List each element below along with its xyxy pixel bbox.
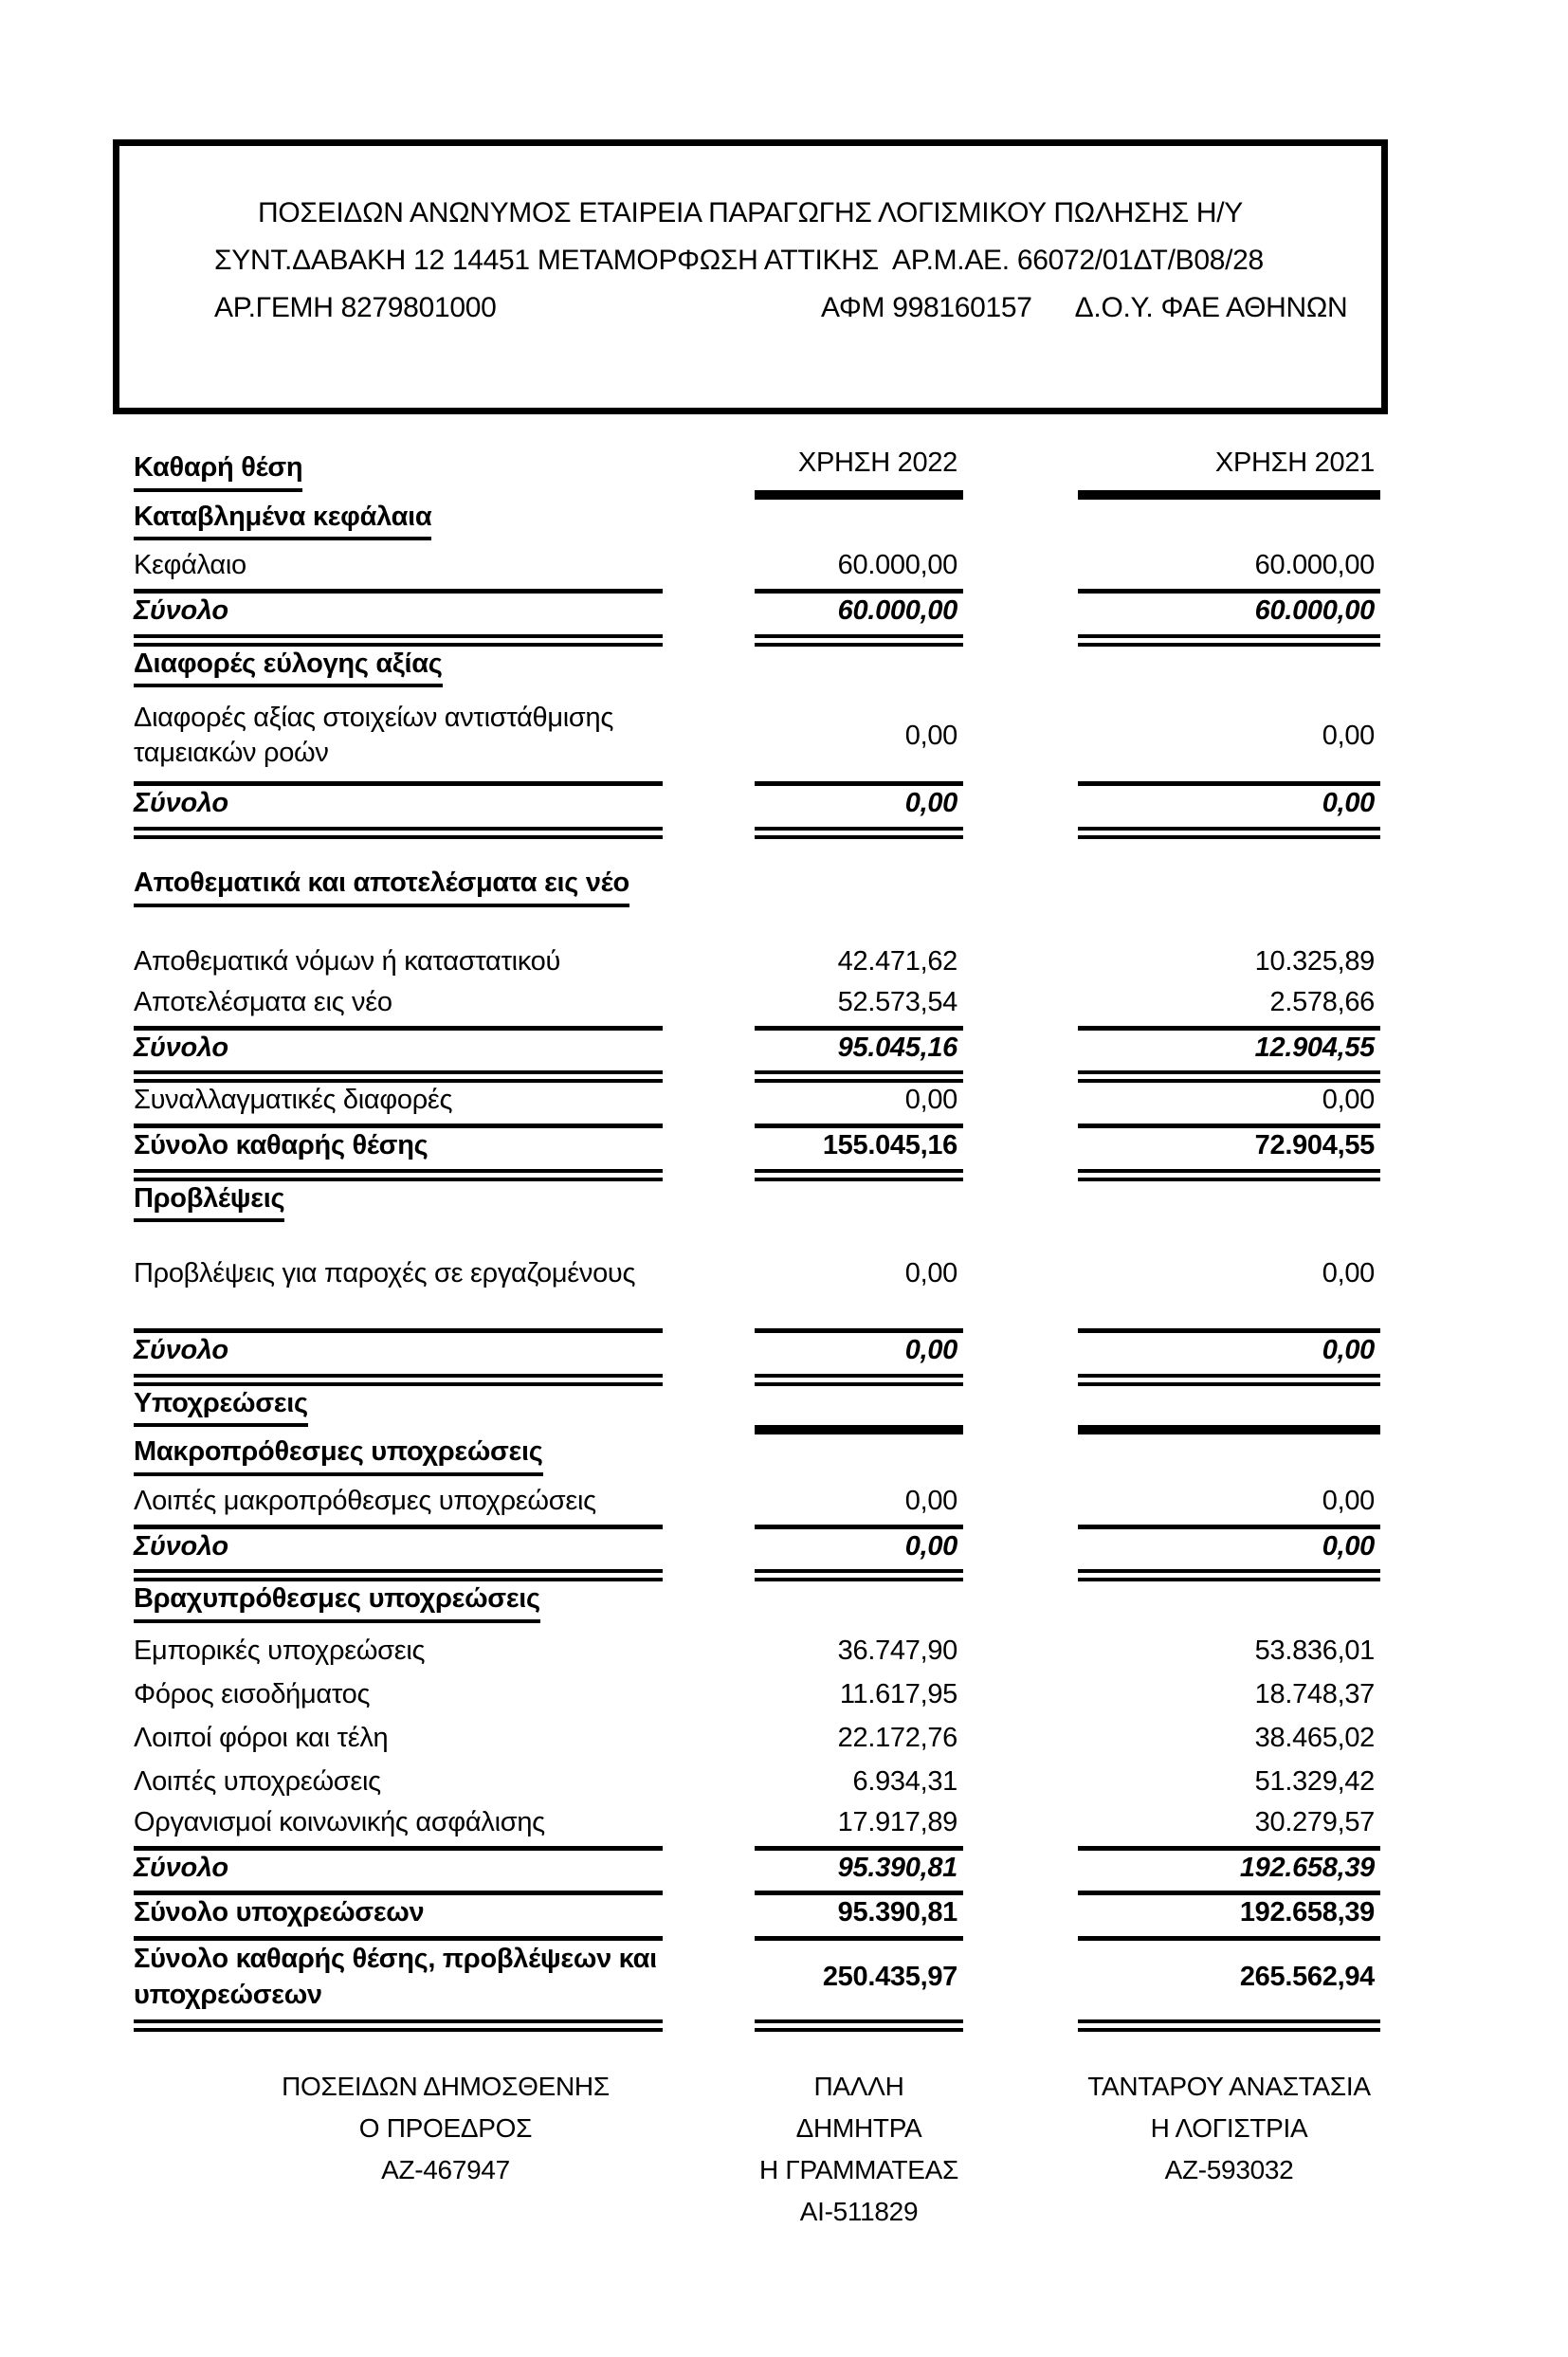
value-2021 [1078, 1083, 1380, 1128]
row-label-text: Διαφορές αξίας στοιχείων αντιστάθμισης ταμειακών ροών [134, 702, 614, 769]
column-gap [663, 1256, 755, 1333]
value-2022 [755, 1631, 963, 1674]
column-gap [663, 1581, 755, 1631]
row-label [134, 1718, 663, 1762]
value-2022 [755, 1805, 963, 1851]
value-2021-text: 0,00 [1322, 1530, 1375, 1562]
column-gap [963, 1718, 1078, 1762]
row-label-text: Εμπορικές υποχρεώσεις [134, 1635, 426, 1667]
column-gap [663, 1762, 755, 1805]
column-gap [663, 647, 755, 696]
value-2021 [1078, 1181, 1380, 1231]
value-2022 [755, 1529, 963, 1582]
value-2022-text: 42.471,62 [837, 946, 957, 978]
signature-line: Η ΓΡΑΜΜΑΤΕΑΣ [758, 2155, 959, 2185]
value-2022-text: 95.390,81 [837, 1852, 957, 1883]
column-gap [963, 1333, 1078, 1386]
value-2022 [755, 1333, 963, 1386]
value-2021 [1078, 941, 1380, 985]
column-gap [663, 1674, 755, 1718]
column-gap [963, 941, 1078, 985]
column-gap [963, 1256, 1078, 1333]
value-2021-text: 60.000,00 [1254, 595, 1375, 627]
value-2021 [1078, 1484, 1380, 1529]
row-section [134, 1581, 1380, 1631]
row-label-text: Υποχρεώσεις [134, 1386, 308, 1428]
value-2022 [755, 1031, 963, 1084]
column-gap [663, 985, 755, 1031]
value-2022 [755, 1895, 963, 1941]
value-2022 [755, 1181, 963, 1231]
column-gap [663, 1631, 755, 1674]
row-grand [134, 1941, 1380, 2032]
value-2022-text: 0,00 [904, 1334, 957, 1365]
value-2022-text: 60.000,00 [837, 595, 957, 627]
company-tax-info [821, 284, 1381, 332]
value-2022-text: 0,00 [904, 1486, 957, 1516]
row-label [134, 941, 663, 985]
row-label [134, 647, 663, 696]
value-2022-text: 250.435,97 [822, 1962, 957, 1993]
value-2021 [1078, 1674, 1380, 1718]
row-label [134, 1674, 663, 1718]
column-gap [663, 1386, 755, 1435]
column-gap [963, 1031, 1078, 1084]
value-2021-text: 0,00 [1322, 1486, 1375, 1516]
value-2021 [1078, 985, 1380, 1031]
row-label [134, 446, 663, 500]
value-2022-text: 95.045,16 [837, 1032, 957, 1063]
column-gap [663, 695, 755, 786]
value-2021-text: ΧΡΗΣΗ 2021 [1214, 448, 1375, 478]
value-2022-text: 36.747,90 [837, 1635, 957, 1667]
row-label-text: Σύνολο [134, 1852, 228, 1883]
value-2022 [755, 1941, 963, 2032]
value-2021-text: 30.279,57 [1254, 1807, 1375, 1838]
value-2021 [1078, 1762, 1380, 1805]
column-gap [963, 647, 1078, 696]
column-gap [963, 1895, 1078, 1941]
row-data [134, 548, 1380, 594]
row-label [134, 1181, 663, 1231]
signature-president [134, 2060, 663, 2233]
value-2021 [1078, 446, 1380, 500]
signatures-section [134, 2060, 1568, 2233]
row-label-text: Λοιπές μακροπρόθεσμες υποχρεώσεις [134, 1486, 596, 1516]
value-2021 [1078, 866, 1380, 915]
column-gap [963, 548, 1078, 594]
row-label [134, 1256, 663, 1333]
value-2021 [1078, 786, 1380, 839]
signature-line: ΤΑΝΤΑΡΟΥ ΑΝΑΣΤΑΣΙΑ [1087, 2072, 1371, 2102]
row-section [134, 647, 1380, 696]
row-label [134, 786, 663, 839]
column-gap [963, 786, 1078, 839]
row-data [134, 985, 1380, 1031]
row-label [134, 1386, 663, 1435]
value-2021-text: 12.904,55 [1254, 1032, 1375, 1063]
row-label-text: Αποθεματικά νόμων ή καταστατικού [134, 946, 561, 978]
column-gap [963, 1128, 1078, 1181]
row-data [134, 1805, 1380, 1851]
value-2022 [755, 1674, 963, 1718]
row-label-text: Μακροπρόθεσμες υποχρεώσεις [134, 1434, 543, 1476]
row-colheader [134, 446, 1380, 500]
row-label [134, 1805, 663, 1851]
column-gap [663, 1128, 755, 1181]
row-label-text: Συναλλαγματικές διαφορές [134, 1085, 453, 1116]
value-2021 [1078, 1031, 1380, 1084]
value-2021 [1078, 1333, 1380, 1386]
value-2021 [1078, 1128, 1380, 1181]
value-2022-text: 155.045,16 [822, 1129, 957, 1160]
value-2022 [755, 786, 963, 839]
row-label [134, 1484, 663, 1529]
value-2022 [755, 1256, 963, 1333]
row-total [134, 1851, 1380, 1896]
value-2021-text: 0,00 [1322, 720, 1375, 751]
value-2021 [1078, 1386, 1380, 1435]
value-2022-text: 52.573,54 [837, 986, 957, 1017]
row-label [134, 1031, 663, 1084]
value-2021 [1078, 1941, 1380, 2032]
column-gap [963, 1529, 1078, 1582]
row-label-text: Λοιπές υποχρεώσεις [134, 1766, 381, 1798]
column-gap [963, 446, 1078, 500]
company-name: ΠΟΣΕΙΔΩΝ ΑΝΩΝΥΜΟΣ ΕΤΑΙΡΕΙΑ ΠΑΡΑΓΩΓΗΣ ΛΟΓΙΣΜΙΚΟΥ ΠΩΛΗΣΗΣ Η/Υ [258, 197, 1243, 228]
value-2021-text: 10.325,89 [1254, 946, 1375, 978]
row-label-text: Φόρος εισοδήματος [134, 1679, 371, 1710]
row-label [134, 1631, 663, 1674]
row-data [134, 1484, 1380, 1529]
column-gap [663, 594, 755, 647]
value-2021 [1078, 1851, 1380, 1896]
row-section [134, 866, 1380, 915]
row-label [134, 695, 663, 786]
company-doy: Δ.Ο.Υ. ΦΑΕ ΑΘΗΝΩΝ [1074, 292, 1348, 323]
row-label-text: Σύνολο [134, 1334, 228, 1365]
value-2022-text: 60.000,00 [837, 550, 957, 581]
row-grand [134, 1895, 1380, 1941]
row-label-text: Καθαρή θέση [134, 450, 302, 492]
row-label-text: Σύνολο [134, 1032, 228, 1063]
row-label [134, 1851, 663, 1896]
company-header-box [113, 139, 1388, 414]
value-2021-text: 192.658,39 [1239, 1852, 1375, 1883]
row-total [134, 786, 1380, 839]
value-2021 [1078, 1581, 1380, 1631]
value-2021-text: 265.562,94 [1239, 1962, 1375, 1993]
value-2022-text: 11.617,95 [839, 1679, 957, 1710]
company-afm: ΑΦΜ 998160157 [821, 292, 1032, 323]
balance-sheet-page [0, 139, 1568, 2357]
value-2022-text: 0,00 [904, 1530, 957, 1562]
value-2022-text: 0,00 [904, 1085, 957, 1116]
value-2022 [755, 866, 963, 915]
row-data [134, 1762, 1380, 1805]
value-2022 [755, 446, 963, 500]
column-gap [963, 500, 1078, 549]
value-2021 [1078, 695, 1380, 786]
row-data [134, 695, 1380, 786]
column-gap [963, 1386, 1078, 1435]
column-gap [663, 1895, 755, 1941]
value-2022-text: ΧΡΗΣΗ 2022 [797, 448, 957, 478]
row-data [134, 1718, 1380, 1762]
row-total [134, 1529, 1380, 1582]
column-gap [663, 1805, 755, 1851]
value-2021-text: 0,00 [1322, 1334, 1375, 1365]
value-2022 [755, 500, 963, 549]
column-gap [963, 695, 1078, 786]
row-label [134, 1581, 663, 1631]
value-2021 [1078, 594, 1380, 647]
value-2021-text: 51.329,42 [1254, 1766, 1375, 1798]
row-total [134, 1333, 1380, 1386]
row-label-text: Σύνολο καθαρής θέσης, προβλέψεων και υποχρεώσεων [134, 1944, 657, 2011]
row-label-text: Σύνολο [134, 788, 228, 819]
value-2022 [755, 695, 963, 786]
value-2021 [1078, 1805, 1380, 1851]
column-gap [963, 1581, 1078, 1631]
value-2022 [755, 548, 963, 594]
row-label [134, 1895, 663, 1941]
signature-line: ΑΙ-511829 [799, 2197, 919, 2227]
row-data [134, 1083, 1380, 1128]
column-gap [963, 1674, 1078, 1718]
value-2022-text: 22.172,76 [837, 1723, 957, 1754]
value-2022 [755, 1851, 963, 1896]
row-label-text: Αποτελέσματα εις νέο [134, 986, 392, 1017]
column-gap [663, 1718, 755, 1762]
row-label [134, 1333, 663, 1386]
row-data [134, 941, 1380, 985]
row-label-text: Καταβλημένα κεφάλαια [134, 500, 431, 541]
column-gap [663, 500, 755, 549]
row-label-text: Λοιποί φόροι και τέλη [134, 1723, 389, 1754]
row-label-text: Οργανισμοί κοινωνικής ασφάλισης [134, 1807, 545, 1838]
header-line-registry [119, 284, 1381, 332]
row-label-text: Σύνολο υποχρεώσεων [134, 1897, 425, 1928]
value-2022-text: 0,00 [904, 720, 957, 751]
column-gap [963, 1083, 1078, 1128]
column-gap [963, 1762, 1078, 1805]
value-2021-text: 18.748,37 [1254, 1679, 1375, 1710]
row-label-text: Διαφορές εύλογης αξίας [134, 647, 443, 688]
value-2021-text: 38.465,02 [1254, 1723, 1375, 1754]
signature-line: ΔΗΜΗΤΡΑ [795, 2113, 922, 2144]
row-label [134, 1083, 663, 1128]
column-gap [663, 1083, 755, 1128]
value-2021-text: 0,00 [1322, 1085, 1375, 1116]
value-2021 [1078, 500, 1380, 549]
value-2022 [755, 1581, 963, 1631]
signature-line: ΑΖ-467947 [381, 2155, 510, 2185]
column-gap [663, 1181, 755, 1231]
column-gap [663, 786, 755, 839]
row-section [134, 1434, 1380, 1484]
row-label-text: Κεφάλαιο [134, 550, 246, 581]
value-2021-text: 53.836,01 [1254, 1635, 1375, 1667]
company-gemi: ΑΡ.ΓΕΜΗ 8279801000 [214, 292, 497, 323]
signature-line: ΠΟΣΕΙΔΩΝ ΔΗΜΟΣΘΕΝΗΣ [282, 2072, 610, 2102]
value-2022 [755, 1484, 963, 1529]
row-grand [134, 1128, 1380, 1181]
column-gap [963, 985, 1078, 1031]
value-2021 [1078, 1529, 1380, 1582]
row-label [134, 548, 663, 594]
signature-line: Ο ΠΡΟΕΔΡΟΣ [358, 2113, 533, 2144]
row-label-text: Βραχυπρόθεσμες υποχρεώσεις [134, 1581, 540, 1623]
row-data [134, 1631, 1380, 1674]
row-label-text: Προβλέψεις [134, 1181, 284, 1223]
header-line-address [119, 237, 1381, 284]
row-label [134, 866, 663, 915]
row-label-text: Σύνολο [134, 1530, 228, 1562]
value-2021-text: 192.658,39 [1239, 1897, 1375, 1928]
value-2022 [755, 1762, 963, 1805]
value-2022-text: 0,00 [904, 1258, 957, 1289]
row-section [134, 1181, 1380, 1231]
row-label [134, 1128, 663, 1181]
value-2022-text: 6.934,31 [852, 1766, 957, 1798]
row-section [134, 500, 1380, 549]
column-gap [963, 1805, 1078, 1851]
row-label-text: Σύνολο [134, 595, 228, 627]
row-label [134, 594, 663, 647]
column-gap [663, 548, 755, 594]
value-2022 [755, 1434, 963, 1484]
value-2022-text: 95.390,81 [837, 1897, 957, 1928]
value-2022-text: 0,00 [904, 788, 957, 819]
row-data [134, 1256, 1380, 1333]
column-gap [663, 941, 755, 985]
value-2022-text: 17.917,89 [837, 1807, 957, 1838]
signature-line: Η ΛΟΓΙΣΤΡΙΑ [1150, 2113, 1308, 2144]
column-gap [963, 1434, 1078, 1484]
row-total [134, 1031, 1380, 1084]
column-gap [963, 1631, 1078, 1674]
column-gap [963, 594, 1078, 647]
column-gap [663, 1333, 755, 1386]
column-gap [663, 1434, 755, 1484]
signature-accountant [1078, 2060, 1380, 2233]
signature-secretary [755, 2060, 963, 2233]
column-gap [963, 1484, 1078, 1529]
value-2021 [1078, 1434, 1380, 1484]
value-2022 [755, 1718, 963, 1762]
value-2021 [1078, 1718, 1380, 1762]
value-2021-text: 72.904,55 [1254, 1129, 1375, 1160]
column-gap [663, 1484, 755, 1529]
column-gap [663, 1851, 755, 1896]
value-2022 [755, 1083, 963, 1128]
row-section [134, 1386, 1380, 1435]
balance-sheet-table [134, 446, 1380, 2032]
column-gap [663, 446, 755, 500]
value-2021-text: 0,00 [1322, 788, 1375, 819]
row-label-text: Αποθεματικά και αποτελέσματα εις νέο [134, 866, 629, 907]
value-2022 [755, 647, 963, 696]
value-2022 [755, 1386, 963, 1435]
signature-line: ΠΑΛΛΗ [813, 2072, 904, 2102]
row-label [134, 1762, 663, 1805]
row-data [134, 1674, 1380, 1718]
row-total [134, 594, 1380, 647]
row-label [134, 985, 663, 1031]
company-registry-number: ΑΡ.Μ.ΑΕ. 66072/01ΔΤ/Β08/28 [892, 245, 1264, 276]
column-gap [963, 1851, 1078, 1896]
signature-line: ΑΖ-593032 [1164, 2155, 1294, 2185]
row-label [134, 1529, 663, 1582]
column-gap [663, 866, 755, 915]
column-gap [663, 1031, 755, 1084]
row-label [134, 500, 663, 549]
column-gap [963, 1181, 1078, 1231]
value-2021 [1078, 647, 1380, 696]
value-2022 [755, 985, 963, 1031]
value-2022 [755, 1128, 963, 1181]
row-label-text: Σύνολο καθαρής θέσης [134, 1129, 428, 1160]
company-address: ΣΥΝΤ.ΔΑΒΑΚΗ 12 14451 ΜΕΤΑΜΟΡΦΩΣΗ ΑΤΤΙΚΗΣ [214, 245, 879, 276]
value-2021 [1078, 1256, 1380, 1333]
row-label [134, 1434, 663, 1484]
value-2021-text: 2.578,66 [1269, 986, 1375, 1017]
value-2021 [1078, 548, 1380, 594]
column-gap [663, 1529, 755, 1582]
column-gap [963, 1941, 1078, 2032]
value-2021-text: 60.000,00 [1254, 550, 1375, 581]
value-2021-text: 0,00 [1322, 1258, 1375, 1289]
column-gap [963, 866, 1078, 915]
column-gap [663, 1941, 755, 2032]
value-2021 [1078, 1631, 1380, 1674]
row-label-text: Προβλέψεις για παροχές σε εργαζομένους [134, 1258, 636, 1289]
row-label [134, 1941, 663, 2032]
value-2022 [755, 594, 963, 647]
value-2021 [1078, 1895, 1380, 1941]
value-2022 [755, 941, 963, 985]
